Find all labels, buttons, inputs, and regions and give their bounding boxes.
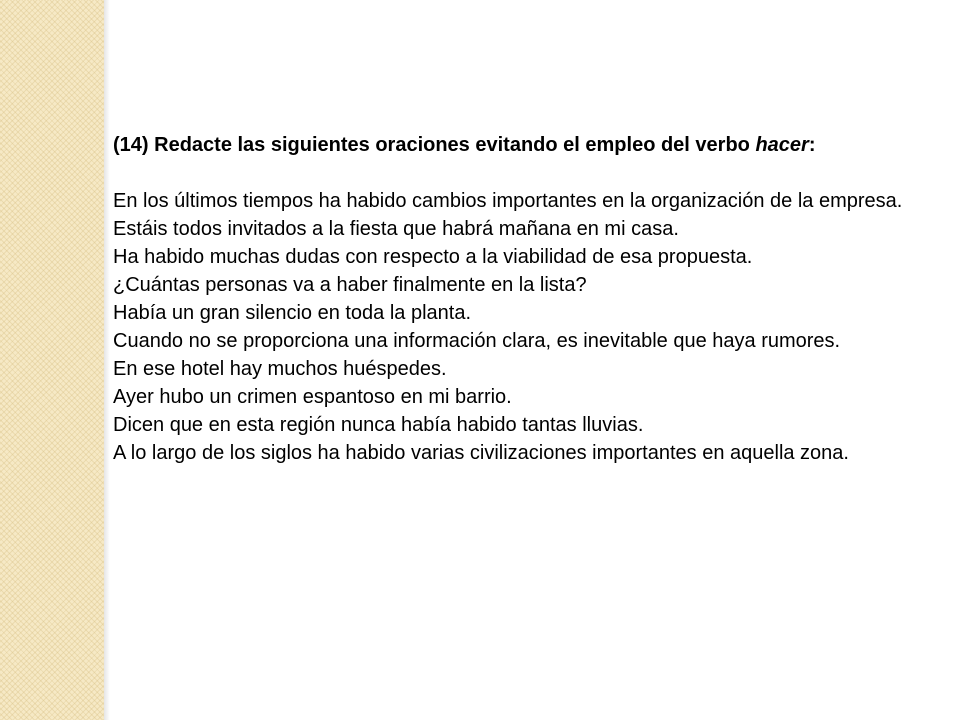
sentence-item: A lo largo de los siglos ha habido varias civilizaciones importantes en aquella zona.	[113, 442, 849, 464]
heading-italic-verb: hacer	[755, 134, 809, 156]
sentence-item: Había un gran silencio en toda la planta.	[113, 302, 472, 324]
sentence-item: En ese hotel hay muchos huéspedes.	[113, 358, 447, 380]
sentence-item: Dicen que en esta región nunca había habido tantas lluvias.	[113, 414, 644, 436]
slide-content	[113, 131, 928, 467]
side-band-shadow	[104, 0, 110, 720]
heading-colon: :	[808, 134, 816, 156]
sentence-item: Cuando no se proporciona una información clara, es inevitable que haya rumores.	[113, 330, 841, 352]
sentence-item: Estáis todos invitados a la fiesta que habrá mañana en mi casa.	[113, 218, 679, 240]
exercise-heading	[113, 131, 928, 159]
blank-line	[113, 159, 928, 187]
decorative-side-band	[0, 0, 104, 720]
sentence-item: ¿Cuántas personas va a haber finalmente en la lista?	[113, 274, 587, 296]
sentence-item: Ayer hubo un crimen espantoso en mi barrio.	[113, 386, 512, 408]
sentence-item: En los últimos tiempos ha habido cambios importantes en la organización de la empresa.	[113, 190, 903, 212]
sentence-item: Ha habido muchas dudas con respecto a la viabilidad de esa propuesta.	[113, 246, 753, 268]
heading-text: (14) Redacte las siguientes oraciones evitando el empleo del verbo	[113, 134, 756, 156]
